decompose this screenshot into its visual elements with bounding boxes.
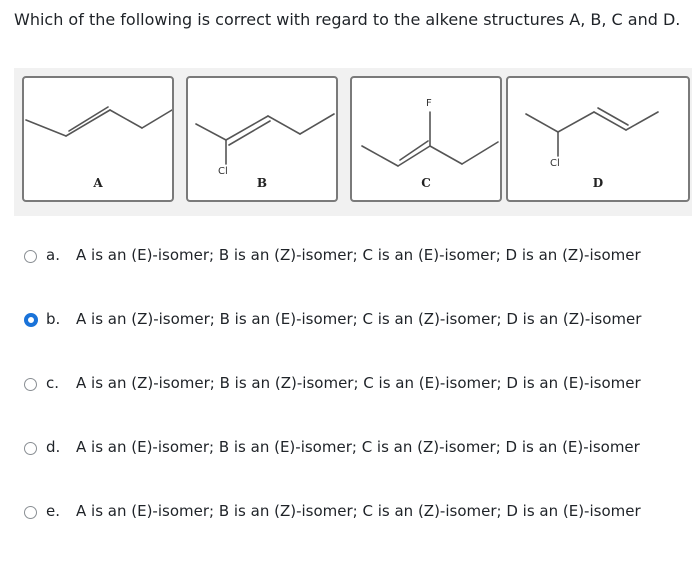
structure-d-box xyxy=(506,76,690,202)
option-d[interactable] xyxy=(24,432,684,496)
structures-figure xyxy=(14,68,692,216)
option-e[interactable] xyxy=(24,496,684,560)
option-c[interactable] xyxy=(24,368,684,432)
question-text: Which of the following is correct with regard to the alkene structures A, B, C and D. xyxy=(14,10,681,29)
answer-options xyxy=(24,240,684,560)
structure-c-fluorine: F xyxy=(426,98,432,109)
structure-b-chlorine: Cl xyxy=(218,166,228,177)
option-d-letter: d. xyxy=(46,438,61,456)
option-a-text[interactable]: A is an (E)-isomer; B is an (Z)-isomer; C is an (E)-isomer; D is an (Z)-isomer xyxy=(76,246,641,264)
structure-b-box xyxy=(186,76,338,202)
option-c-text[interactable]: A is an (Z)-isomer; B is an (Z)-isomer; C is an (E)-isomer; D is an (E)-isomer xyxy=(76,374,641,392)
structure-c-box xyxy=(350,76,502,202)
option-b-radio[interactable] xyxy=(24,313,38,327)
option-a[interactable] xyxy=(24,240,684,304)
option-a-letter: a. xyxy=(46,246,60,264)
structure-b-label: B xyxy=(256,176,268,190)
structure-c-label: C xyxy=(421,176,431,190)
option-d-text[interactable]: A is an (E)-isomer; B is an (E)-isomer; C is an (Z)-isomer; D is an (E)-isomer xyxy=(76,438,640,456)
option-b-text[interactable]: A is an (Z)-isomer; B is an (E)-isomer; C is an (Z)-isomer; D is an (Z)-isomer xyxy=(76,310,642,328)
option-e-text[interactable]: A is an (E)-isomer; B is an (Z)-isomer; C is an (Z)-isomer; D is an (E)-isomer xyxy=(76,502,641,520)
option-e-letter: e. xyxy=(46,502,60,520)
option-a-radio[interactable] xyxy=(24,250,37,263)
structure-d-chlorine: Cl xyxy=(550,158,560,169)
option-c-radio[interactable] xyxy=(24,378,37,391)
structure-d-label: D xyxy=(592,176,604,190)
structure-a-box xyxy=(22,76,174,202)
option-e-radio[interactable] xyxy=(24,506,37,519)
option-b-letter: b. xyxy=(46,310,61,328)
structure-a-label: A xyxy=(93,176,103,190)
option-b[interactable] xyxy=(24,304,684,368)
option-c-letter: c. xyxy=(46,374,60,392)
option-d-radio[interactable] xyxy=(24,442,37,455)
